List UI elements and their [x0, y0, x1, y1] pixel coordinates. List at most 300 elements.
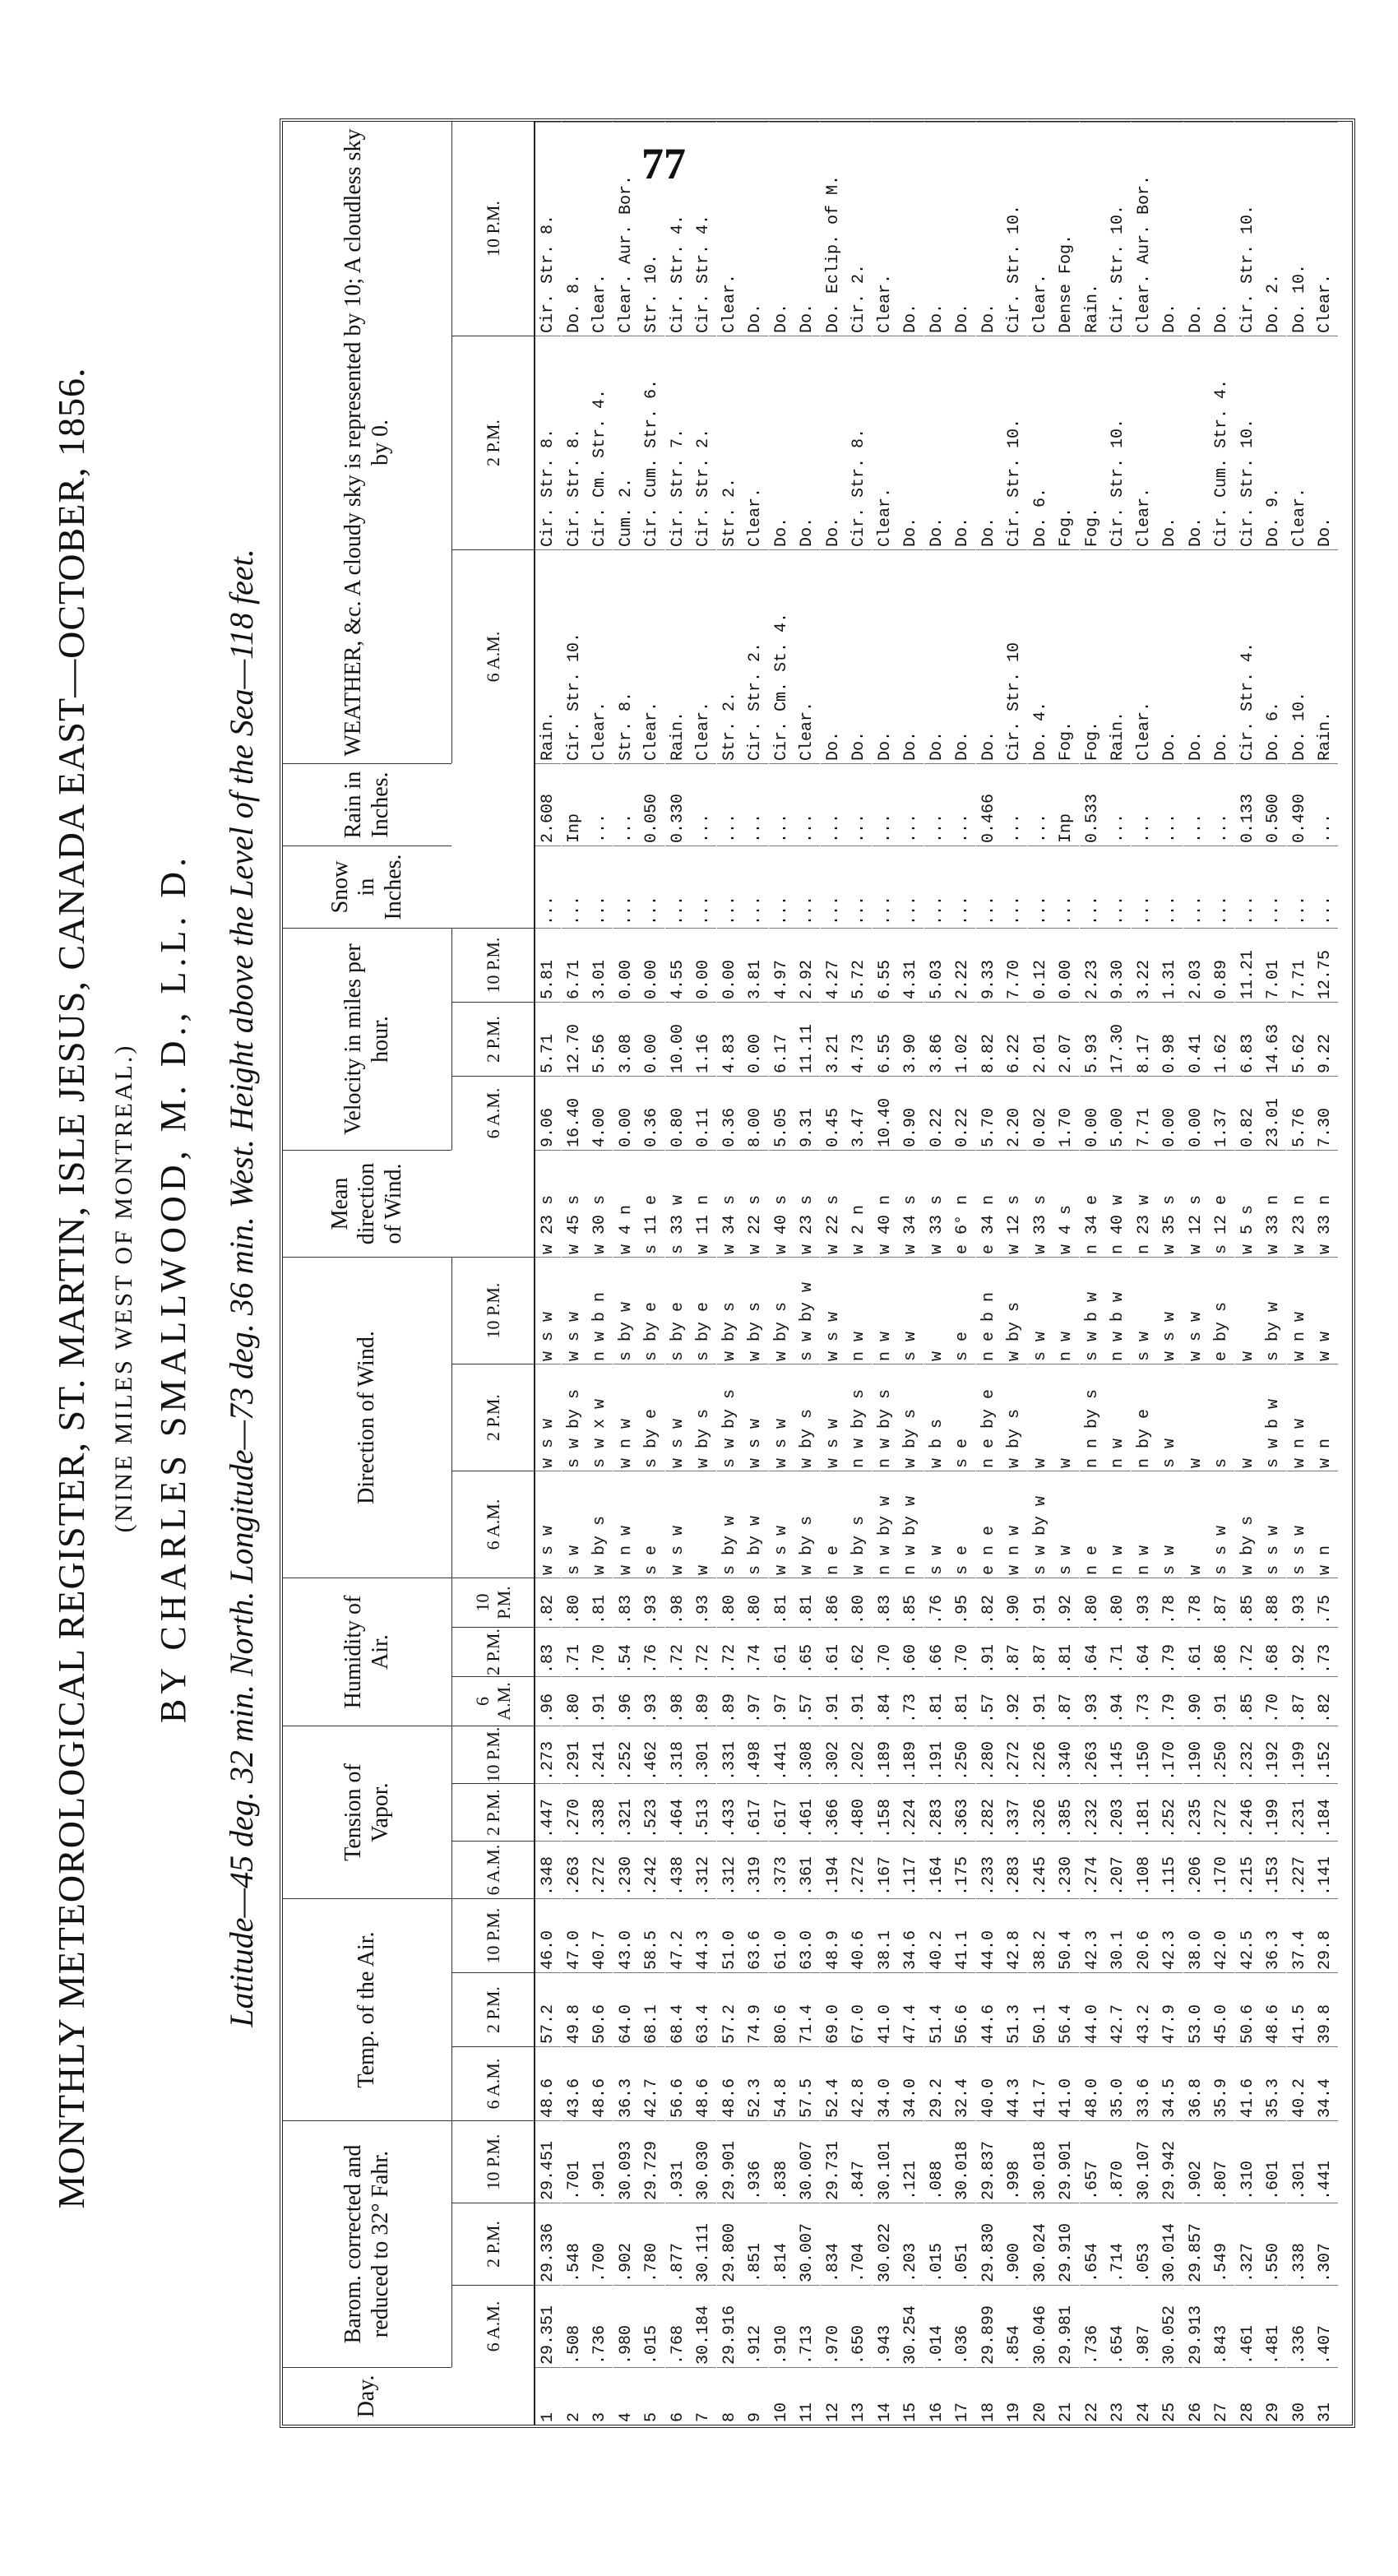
temperature-cell: 43.6 — [562, 2046, 587, 2120]
velocity-cell: 5.72 — [846, 928, 872, 1002]
weather-cell: Do. — [1209, 122, 1234, 336]
temperature-cell: 32.4 — [950, 2046, 975, 2120]
barometer-cell: .768 — [665, 2285, 691, 2367]
snow-cell: ... — [1132, 846, 1157, 928]
barometer-cell: .338 — [1287, 2203, 1312, 2285]
mean-wind-cell: w 33 n — [1312, 1150, 1338, 1257]
table-row — [1157, 122, 1183, 2425]
vapor-cell: .194 — [821, 1841, 846, 1898]
temperature-cell: 61.0 — [769, 1898, 794, 1972]
weather-cell: Clear. — [743, 336, 768, 549]
humidity-cell: .78 — [1183, 1578, 1209, 1627]
barometer-cell: .877 — [665, 2203, 691, 2285]
table-row — [1053, 122, 1079, 2425]
humidity-cell: .72 — [691, 1627, 716, 1676]
baro-6am-subheader: 6 A.M. — [451, 2285, 534, 2367]
weather-cell: Cir. Cm. Str. 4. — [587, 336, 613, 549]
velocity-cell: 3.81 — [743, 928, 768, 1002]
temperature-cell: 41.0 — [1053, 2046, 1079, 2120]
humidity-cell: .86 — [1209, 1627, 1234, 1676]
velocity-cell: 7.71 — [1132, 1076, 1157, 1150]
barometer-cell: 29.351 — [535, 2285, 561, 2367]
humidity-cell: .91 — [846, 1676, 872, 1726]
humidity-cell: .87 — [1028, 1627, 1053, 1676]
temperature-cell: 34.5 — [1157, 2046, 1183, 2120]
wind-direction-cell: w by s — [846, 1471, 872, 1578]
barometer-cell: .654 — [1105, 2285, 1131, 2367]
rain-cell: ... — [846, 763, 872, 846]
humidity-cell: .92 — [1053, 1578, 1079, 1627]
humidity-cell: .70 — [587, 1627, 613, 1676]
weather-cell: Do. — [769, 336, 794, 549]
velocity-cell: 0.45 — [821, 1076, 846, 1150]
barometer-cell: 29.899 — [976, 2285, 1002, 2367]
temperature-cell: 54.8 — [769, 2046, 794, 2120]
vapor-cell: .250 — [950, 1726, 975, 1783]
vapor-cell: .241 — [587, 1726, 613, 1783]
barometer-cell: 30.030 — [691, 2120, 716, 2203]
barometer-cell: 30.018 — [1028, 2120, 1053, 2203]
humidity-cell: .94 — [1105, 1676, 1131, 1726]
temperature-cell: 48.9 — [821, 1898, 846, 1972]
vapor-cell: .158 — [873, 1783, 898, 1841]
vapor-cell: .337 — [1002, 1783, 1027, 1841]
temperature-cell: 43.2 — [1132, 1972, 1157, 2046]
temperature-cell: 48.6 — [1261, 1972, 1286, 2046]
weather-cell: Cir. Str. 8. — [562, 336, 587, 549]
weather-cell: Cir. Str. 4. — [665, 122, 691, 336]
velocity-cell: 4.31 — [898, 928, 924, 1002]
temperature-cell: 40.2 — [924, 1898, 950, 1972]
weather-cell: Clear. Aur. Bor. — [1132, 122, 1157, 336]
velocity-cell: 8.17 — [1132, 1002, 1157, 1076]
vapor-cell: .203 — [1105, 1783, 1131, 1841]
wind-direction-cell: w by s — [587, 1471, 613, 1578]
temperature-cell: 51.4 — [924, 1972, 950, 2046]
wind-direction-cell: w — [1235, 1257, 1261, 1364]
temperature-cell: 40.7 — [587, 1898, 613, 1972]
velocity-cell: 0.00 — [639, 928, 664, 1002]
weather-cell: Do. — [743, 122, 768, 336]
day-cell: 28 — [1235, 2367, 1261, 2425]
wind-direction-cell: s s w — [1287, 1471, 1312, 1578]
weather-cell: Cir. Str. 2. — [743, 549, 768, 763]
vapor-cell: .199 — [1287, 1726, 1312, 1783]
wind-direction-cell: w s w — [535, 1257, 561, 1364]
snow-cell: ... — [794, 846, 820, 928]
barometer-cell: .015 — [639, 2285, 664, 2367]
mean-wind-cell: w 23 n — [1287, 1150, 1312, 1257]
mean-wind-cell: w 22 s — [821, 1150, 846, 1257]
wind-direction-cell: w by s — [717, 1257, 743, 1364]
velocity-cell: 0.90 — [898, 1076, 924, 1150]
vapor-cell: .617 — [743, 1783, 768, 1841]
day-cell: 25 — [1157, 2367, 1183, 2425]
temperature-cell: 56.6 — [950, 1972, 975, 2046]
wind-direction-cell: w s w — [535, 1364, 561, 1471]
rain-cell: ... — [873, 763, 898, 846]
snow-cell: ... — [1105, 846, 1131, 928]
velocity-cell: 4.73 — [846, 1002, 872, 1076]
wind-direction-cell: w s w — [1157, 1257, 1183, 1364]
weather-cell: Clear. — [639, 549, 664, 763]
mean-wind-cell: s 11 e — [639, 1150, 664, 1257]
humidity-cell: .92 — [1002, 1676, 1027, 1726]
vapor-cell: .366 — [821, 1783, 846, 1841]
humidity-cell: .82 — [1312, 1676, 1338, 1726]
vapor-cell: .199 — [1261, 1783, 1286, 1841]
wind-direction-cell: e by s — [1209, 1257, 1234, 1364]
humidity-cell: .79 — [1157, 1676, 1183, 1726]
wind-direction-cell: w n w — [1002, 1471, 1027, 1578]
vapor-cell: .252 — [613, 1726, 639, 1783]
velocity-cell: 3.86 — [924, 1002, 950, 1076]
barometer-cell: .704 — [846, 2203, 872, 2285]
weather-cell: Cir. Str. 8. — [535, 336, 561, 549]
wind-direction-cell: w by s — [1235, 1471, 1261, 1578]
vapor-cell: .274 — [1080, 1841, 1105, 1898]
humidity-cell: .87 — [1053, 1676, 1079, 1726]
wind-direction-cell: w s w — [743, 1364, 768, 1471]
weather-cell: Cir. Str. 2. — [691, 336, 716, 549]
velocity-cell: 0.22 — [924, 1076, 950, 1150]
temperature-cell: 52.4 — [821, 2046, 846, 2120]
baro-2pm-subheader: 2 P.M. — [451, 2203, 534, 2285]
velocity-cell: 23.01 — [1261, 1076, 1286, 1150]
humidity-cell: .64 — [1132, 1627, 1157, 1676]
vapor-cell: .318 — [665, 1726, 691, 1783]
barometer-cell: .910 — [769, 2285, 794, 2367]
humidity-cell: .78 — [1157, 1578, 1183, 1627]
rain-cell: 0.133 — [1235, 763, 1261, 846]
table-row — [1287, 122, 1312, 2425]
humidity-cell: .57 — [794, 1676, 820, 1726]
temperature-cell: 64.0 — [613, 1972, 639, 2046]
snow-cell: ... — [821, 846, 846, 928]
vapor-cell: .447 — [535, 1783, 561, 1841]
hum-6am-subheader: 6 A.M. — [451, 1676, 534, 1726]
barometer-cell: 30.022 — [873, 2203, 898, 2285]
table-row — [691, 122, 716, 2425]
table-row — [821, 122, 846, 2425]
wind-direction-cell: w s w — [562, 1257, 587, 1364]
humidity-cell: .62 — [846, 1627, 872, 1676]
humidity-cell: .96 — [535, 1676, 561, 1726]
humidity-cell: .80 — [743, 1578, 768, 1627]
temperature-cell: 39.8 — [1312, 1972, 1338, 2046]
wind-direction-cell: s w — [1157, 1471, 1183, 1578]
velocity-cell: 0.00 — [1080, 1076, 1105, 1150]
velocity-cell: 10.40 — [873, 1076, 898, 1150]
wind-direction-cell: w b s — [924, 1364, 950, 1471]
wind-direction-cell: w — [1183, 1364, 1209, 1471]
barometer-cell: .088 — [924, 2120, 950, 2203]
barometer-cell: .654 — [1080, 2203, 1105, 2285]
vapor-cell: .224 — [898, 1783, 924, 1841]
humidity-cell: .80 — [1105, 1578, 1131, 1627]
barometer-cell: 30.024 — [1028, 2203, 1053, 2285]
wind-direction-cell: s by e — [691, 1257, 716, 1364]
temperature-cell: 34.6 — [898, 1898, 924, 1972]
wind-direction-cell: w by s — [743, 1257, 768, 1364]
weather-cell: Do. — [898, 336, 924, 549]
humidity-cell: .96 — [613, 1676, 639, 1726]
vap-6am-subheader: 6 A.M. — [451, 1841, 534, 1898]
vapor-cell: .283 — [924, 1783, 950, 1841]
mean-wind-cell: w 12 s — [1183, 1150, 1209, 1257]
weather-cell: Do. — [769, 122, 794, 336]
weather-cell: Clear. — [1312, 122, 1338, 336]
wind-direction-cell: n w — [1105, 1364, 1131, 1471]
weather-cell: Clear. — [794, 549, 820, 763]
barometer-cell: .121 — [898, 2120, 924, 2203]
vapor-cell: .326 — [1028, 1783, 1053, 1841]
register-data-grid — [534, 122, 1349, 2425]
day-cell: 5 — [639, 2367, 664, 2425]
vapor-cell: .153 — [1261, 1841, 1286, 1898]
vapor-cell: .152 — [1312, 1726, 1338, 1783]
rain-cell: ... — [1183, 763, 1209, 846]
wind-direction-cell: n w by s — [846, 1364, 872, 1471]
wind-direction-cell: n e — [1080, 1471, 1105, 1578]
wx-2pm-subheader: 2 P.M. — [451, 336, 534, 549]
vapor-cell: .232 — [1080, 1783, 1105, 1841]
barometer-cell: 29.729 — [639, 2120, 664, 2203]
snow-cell: ... — [924, 846, 950, 928]
snow-cell: ... — [1183, 846, 1209, 928]
temperature-cell: 41.0 — [873, 1972, 898, 2046]
vapor-cell: .192 — [1261, 1726, 1286, 1783]
snow-cell: ... — [587, 846, 613, 928]
velocity-cell: 5.00 — [1105, 1076, 1131, 1150]
humidity-cell: .70 — [873, 1627, 898, 1676]
vapor-cell: .282 — [976, 1783, 1002, 1841]
wind-direction-cell: n e — [821, 1471, 846, 1578]
humidity-cell: .76 — [924, 1578, 950, 1627]
temperature-cell: 52.3 — [743, 2046, 768, 2120]
barometer-cell: .987 — [1132, 2285, 1157, 2367]
vapor-cell: .272 — [1209, 1783, 1234, 1841]
weather-cell: Do. — [950, 122, 975, 336]
barometer-cell: 29.336 — [535, 2203, 561, 2285]
temperature-cell: 41.1 — [950, 1898, 975, 1972]
weather-cell: Do. — [873, 549, 898, 763]
mean-wind-cell: n 23 w — [1132, 1150, 1157, 1257]
barometer-cell: .701 — [562, 2120, 587, 2203]
vapor-cell: .150 — [1132, 1726, 1157, 1783]
velocity-cell: 3.22 — [1132, 928, 1157, 1002]
temperature-cell: 48.6 — [691, 2046, 716, 2120]
humidity-cell: .82 — [535, 1578, 561, 1627]
velocity-cell: 0.41 — [1183, 1002, 1209, 1076]
temperature-cell: 50.1 — [1028, 1972, 1053, 2046]
temperature-cell: 42.3 — [1080, 1898, 1105, 1972]
velocity-cell: 1.16 — [691, 1002, 716, 1076]
vapor-cell: .348 — [535, 1841, 561, 1898]
barometer-cell: .854 — [1002, 2285, 1027, 2367]
table-row — [873, 122, 898, 2425]
vapor-cell: .312 — [717, 1841, 743, 1898]
temperature-cell: 29.8 — [1312, 1898, 1338, 1972]
temperature-cell: 34.4 — [1312, 2046, 1338, 2120]
day-cell: 13 — [846, 2367, 872, 2425]
vapor-cell: .145 — [1105, 1726, 1131, 1783]
snow-cell: ... — [769, 846, 794, 928]
mean-wind-cell: s 33 w — [665, 1150, 691, 1257]
wind-direction-cell: s w — [562, 1471, 587, 1578]
day-cell: 17 — [950, 2367, 975, 2425]
vapor-cell: .363 — [950, 1783, 975, 1841]
day-cell: 9 — [743, 2367, 768, 2425]
weather-cell: Cir. Str. 4. — [691, 122, 716, 336]
wind-10pm-subheader: 10 P.M. — [451, 1257, 534, 1364]
table-row — [950, 122, 975, 2425]
mean-wind-cell: w 5 s — [1235, 1150, 1261, 1257]
temperature-cell: 63.4 — [691, 1972, 716, 2046]
vel-10pm-subheader: 10 P.M. — [451, 928, 534, 1002]
weather-cell: Clear. — [1132, 336, 1157, 549]
barometer-cell: 29.913 — [1183, 2285, 1209, 2367]
humidity-cell: .93 — [1287, 1578, 1312, 1627]
barometer-cell: .814 — [769, 2203, 794, 2285]
temperature-cell: 40.2 — [1287, 2046, 1312, 2120]
weather-cell: Cir. Str. 7. — [665, 336, 691, 549]
humidity-cell: .85 — [1235, 1578, 1261, 1627]
hum-2pm-subheader: 2 P.M. — [451, 1627, 534, 1676]
humidity-cell: .93 — [691, 1578, 716, 1627]
wind-direction-cell: s w — [924, 1471, 950, 1578]
mean-wind-cell: s 12 e — [1209, 1150, 1234, 1257]
barometer-cell: .700 — [587, 2203, 613, 2285]
velocity-cell: 5.62 — [1287, 1002, 1312, 1076]
vapor-cell: .245 — [1028, 1841, 1053, 1898]
humidity-cell: .70 — [1261, 1676, 1286, 1726]
vapor-cell: .361 — [794, 1841, 820, 1898]
wind-direction-cell: s w b w — [1080, 1257, 1105, 1364]
barometer-cell: .902 — [613, 2203, 639, 2285]
barometer-cell: .053 — [1132, 2203, 1157, 2285]
barometer-cell: .310 — [1235, 2120, 1261, 2203]
temperature-cell: 38.1 — [873, 1898, 898, 1972]
temperature-cell: 42.0 — [1209, 1898, 1234, 1972]
wind-direction-cell: w by s — [1002, 1257, 1027, 1364]
vapor-cell: .523 — [639, 1783, 664, 1841]
temperature-cell: 56.4 — [1053, 1972, 1079, 2046]
weather-cell: Cir. Str. 10. — [562, 549, 587, 763]
humidity-cell: .84 — [873, 1676, 898, 1726]
vapor-cell: .340 — [1053, 1726, 1079, 1783]
temperature-cell: 36.3 — [613, 2046, 639, 2120]
table-row — [535, 122, 561, 2425]
temperature-cell: 45.0 — [1209, 1972, 1234, 2046]
vapor-cell: .170 — [1209, 1841, 1234, 1898]
humidity-cell: .91 — [1028, 1578, 1053, 1627]
barometer-cell: 30.101 — [873, 2120, 898, 2203]
temperature-cell: 50.6 — [1235, 1972, 1261, 2046]
temperature-cell: 44.3 — [691, 1898, 716, 1972]
velocity-cell: 12.70 — [562, 1002, 587, 1076]
barometer-cell: .036 — [950, 2285, 975, 2367]
wx-10pm-subheader: 10 P.M. — [451, 122, 534, 336]
humidity-cell: .61 — [821, 1627, 846, 1676]
barometer-cell: .807 — [1209, 2120, 1234, 2203]
rain-cell: ... — [1132, 763, 1157, 846]
table-row — [1080, 122, 1105, 2425]
temperature-cell: 44.3 — [1002, 2046, 1027, 2120]
page-number: 77 — [641, 139, 686, 188]
temperature-header: Temp. of the Air. — [283, 1898, 451, 2120]
temperature-cell: 42.8 — [1002, 1898, 1027, 1972]
temperature-cell: 47.2 — [665, 1898, 691, 1972]
humidity-cell: .74 — [743, 1627, 768, 1676]
velocity-cell: 0.89 — [1209, 928, 1234, 1002]
day-cell: 7 — [691, 2367, 716, 2425]
weather-header: WEATHER, &c. A cloudy sky is represented by 10; A cloudless sky by 0. — [340, 128, 393, 757]
velocity-cell: 4.27 — [821, 928, 846, 1002]
mean-wind-header: Mean direction of Wind. — [283, 1150, 451, 1257]
rain-cell: 0.500 — [1261, 763, 1286, 846]
weather-cell: Do. 8. — [562, 122, 587, 336]
barometer-cell: .508 — [562, 2285, 587, 2367]
weather-cell: Do. — [898, 122, 924, 336]
weather-cell: Cir. Str. 10 — [1002, 549, 1027, 763]
barometer-cell: .015 — [924, 2203, 950, 2285]
humidity-cell: .95 — [950, 1578, 975, 1627]
weather-cell: Cir. Str. 8. — [535, 122, 561, 336]
humidity-cell: .90 — [1183, 1676, 1209, 1726]
velocity-cell: 2.07 — [1053, 1002, 1079, 1076]
day-cell: 22 — [1080, 2367, 1105, 2425]
rain-cell: ... — [1312, 763, 1338, 846]
vapor-cell: .441 — [769, 1726, 794, 1783]
weather-cell: Clear. — [717, 122, 743, 336]
temperature-cell: 41.6 — [1235, 2046, 1261, 2120]
temperature-cell: 49.8 — [562, 1972, 587, 2046]
barometer-cell: 29.857 — [1183, 2203, 1209, 2285]
vapor-cell: .215 — [1235, 1841, 1261, 1898]
humidity-cell: .71 — [562, 1627, 587, 1676]
velocity-cell: 14.63 — [1261, 1002, 1286, 1076]
weather-cell: Do. 4. — [1028, 549, 1053, 763]
temperature-cell: 35.0 — [1105, 2046, 1131, 2120]
humidity-cell: .76 — [639, 1627, 664, 1676]
velocity-cell: 1.70 — [1053, 1076, 1079, 1150]
vapor-cell: .226 — [1028, 1726, 1053, 1783]
weather-cell: Do. — [1183, 549, 1209, 763]
baro-10pm-subheader: 10 P.M. — [451, 2120, 534, 2203]
humidity-cell: .72 — [717, 1627, 743, 1676]
temperature-cell: 57.5 — [794, 2046, 820, 2120]
wind-direction-cell: w s w — [535, 1471, 561, 1578]
table-row — [794, 122, 820, 2425]
rain-cell: ... — [1105, 763, 1131, 846]
wind-direction-cell: n w by w — [873, 1471, 898, 1578]
weather-cell: Clear. — [691, 549, 716, 763]
vapor-cell: .190 — [1183, 1726, 1209, 1783]
weather-cell: Rain. — [1080, 122, 1105, 336]
velocity-cell: 5.76 — [1287, 1076, 1312, 1150]
humidity-cell: .57 — [976, 1676, 1002, 1726]
author-line: BY CHARLES SMALLWOOD, M. D., L.L. D. — [153, 852, 193, 1724]
temperature-cell: 44.0 — [976, 1898, 1002, 1972]
mean-wind-cell: w 40 n — [873, 1150, 898, 1257]
weather-cell: Fog. — [1053, 549, 1079, 763]
snow-cell: ... — [691, 846, 716, 928]
humidity-cell: .73 — [1312, 1627, 1338, 1676]
rain-cell: ... — [1209, 763, 1234, 846]
vapor-cell: .202 — [846, 1726, 872, 1783]
hum-10pm-subheader: 10 P.M. — [451, 1578, 534, 1627]
